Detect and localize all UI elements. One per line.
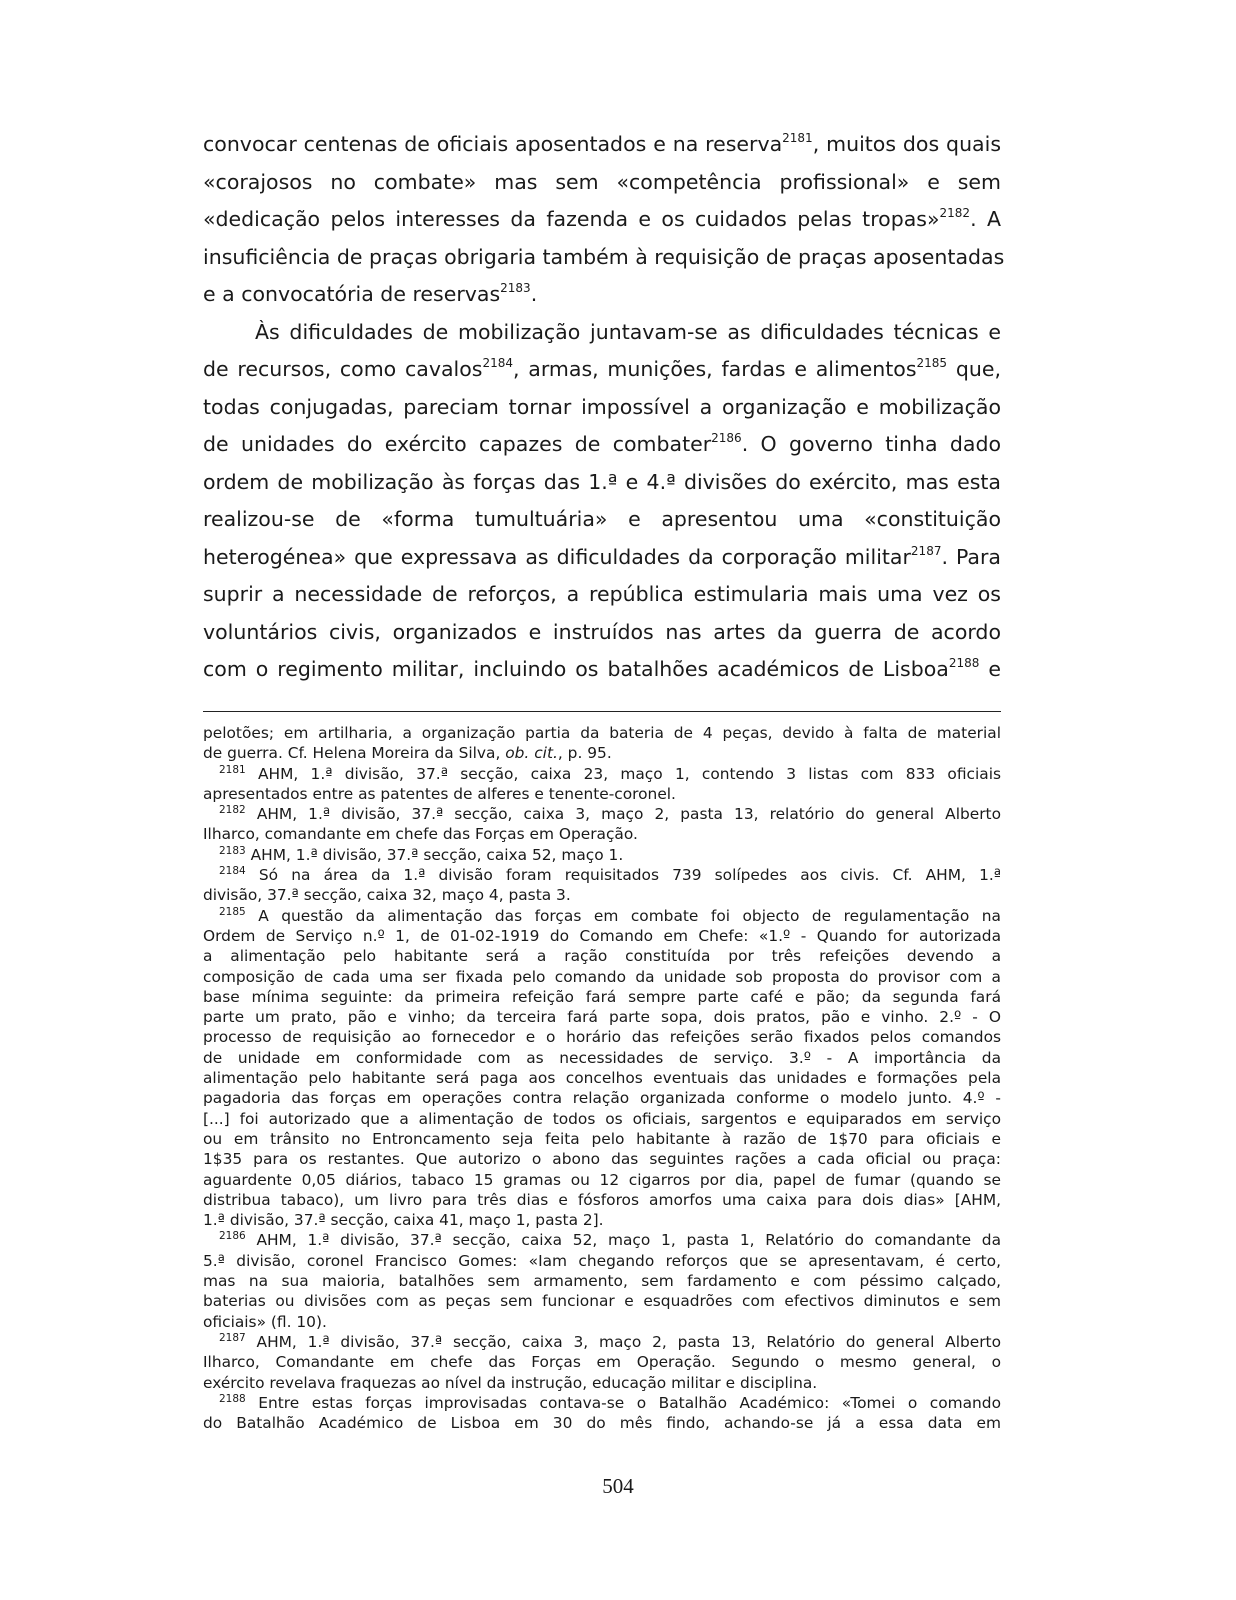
footnote-line bbox=[203, 885, 1001, 905]
body-line: insuficiência de praças obrigaria também à requisição de praças aposentadas bbox=[203, 244, 1005, 269]
footnote-line bbox=[203, 784, 1001, 804]
footnote-text: baterias ou divisões com as peças sem funcionar e esquadrões com efectivos diminutos e sem bbox=[203, 1292, 1001, 1311]
body-line: suprir a necessidade de reforços, a república estimularia mais uma vez os bbox=[203, 582, 1001, 606]
footnote-2181-start bbox=[203, 764, 1001, 784]
footnote-line bbox=[203, 1007, 1001, 1027]
footnote-text: parte um prato, pão e vinho; da terceira fará parte sopa, dois pratos, pão e vinho. 2.º - O bbox=[203, 1008, 1001, 1027]
footnote-text: base mínima seguinte: da primeira refeição fará sempre parte café e pão; da segunda fará bbox=[203, 987, 1001, 1006]
footnote-text: A questão da alimentação das forças em combate foi objecto de regulamentação na bbox=[245, 906, 1001, 925]
footnote-italic: ob. cit. bbox=[505, 744, 558, 763]
footnote-ref-2184[interactable]: 2184 bbox=[482, 356, 513, 370]
footnote-ref-2183[interactable]: 2183 bbox=[500, 281, 531, 295]
footnote-text: exército revelava fraquezas ao nível da instrução, educação militar e disciplina. bbox=[203, 1373, 818, 1392]
footnote-text: 1$35 para os restantes. Que autorizo o abono das seguintes rações a cada oficial ou praça: bbox=[203, 1150, 1001, 1169]
footnote-text: AHM, 1.ª divisão, 37.ª secção, caixa 23, maço 1, contendo 3 listas com 833 oficiais bbox=[245, 764, 1001, 783]
footnote-text: Ordem de Serviço n.º 1, de 01-02-1919 do Comando em Chefe: «1.º - Quando for autorizada bbox=[203, 926, 1001, 945]
body-line: convocar centenas de oficiais aposentados e na reserva$^{2181}$, muitos dos quais bbox=[203, 131, 1001, 156]
body-line: com o regimento militar, incluindo os batalhões académicos de Lisboa$^{2188}$ e bbox=[203, 656, 1001, 681]
page-number: 504 bbox=[602, 1474, 634, 1498]
footnote-ref-2181[interactable]: 2181 bbox=[782, 131, 813, 145]
footnote-line bbox=[203, 1352, 1001, 1372]
footnote-2188-start bbox=[203, 1393, 1001, 1413]
footnote-line bbox=[203, 1109, 1001, 1129]
footnote-text: divisão, 37.ª secção, caixa 32, maço 4, pasta 3. bbox=[203, 886, 571, 905]
body-line: voluntários civis, organizados e instruídos nas artes da guerra de acordo bbox=[203, 619, 1001, 644]
footnote-line bbox=[203, 1088, 1001, 1108]
footnote-text: oficiais» (fl. 10). bbox=[203, 1312, 327, 1331]
footnote-2187-start bbox=[203, 1332, 1001, 1352]
footnote-line bbox=[203, 1210, 1001, 1230]
footnotes bbox=[203, 723, 1001, 1433]
footnote-line bbox=[203, 1251, 1001, 1271]
footnote-line bbox=[203, 1068, 1001, 1088]
footnote-ref-2187[interactable]: 2187 bbox=[910, 543, 942, 558]
footnote-line bbox=[203, 1413, 1001, 1433]
footnote-text: alimentação pelo habitante será paga aos concelhos eventuais das unidades e formações pela bbox=[203, 1069, 1001, 1088]
footnote-text: Ilharco, comandante em chefe das Forças em Operação. bbox=[203, 825, 638, 844]
footnote-text: do Batalhão Académico de Lisboa em 30 do mês findo, achando-se já a essa data em bbox=[203, 1414, 1001, 1433]
footnote-separator bbox=[203, 711, 1001, 712]
footnote-text: de guerra. Cf. Helena Moreira da Silva, bbox=[203, 744, 506, 763]
footnote-line bbox=[203, 743, 1001, 763]
footnote-text: processo de requisição ao fornecedor e o horário das refeições serão fixados pelos comandos bbox=[203, 1028, 1001, 1047]
footnote-text: 5.ª divisão, coronel Francisco Gomes: «Iam chegando reforços que se apresentavam, é certo, bbox=[203, 1251, 1001, 1270]
footnote-text: distribua tabaco), um livro para três dias e fósforos amorfos uma caixa para dois dias» [AHM, bbox=[203, 1190, 1001, 1209]
footnote-text: AHM, 1.ª divisão, 37.ª secção, caixa 3, maço 2, pasta 13, relatório do general Alberto bbox=[245, 805, 1001, 824]
body-line: «dedicação pelos interesses da fazenda e os cuidados pelas tropas»$^{2182}$. A bbox=[203, 206, 1001, 231]
footnote-line bbox=[203, 926, 1001, 946]
footnote-text: Ilharco, Comandante em chefe das Forças em Operação. Segundo o mesmo general, o bbox=[203, 1353, 1001, 1372]
footnote-text: pelotões; em artilharia, a organização partia da bateria de 4 peças, devido à falta de material bbox=[203, 724, 1001, 742]
footnote-text: AHM, 1.ª divisão, 37.ª secção, caixa 3, maço 2, pasta 13, Relatório do general Alberto bbox=[245, 1332, 1001, 1351]
footnote-ref-2182[interactable]: 2182 bbox=[939, 206, 971, 220]
footnote-line bbox=[203, 987, 1001, 1007]
footnote-line bbox=[203, 1190, 1001, 1210]
footnote-line bbox=[203, 1373, 1001, 1393]
footnote-ref-2185[interactable]: 2185 bbox=[916, 356, 948, 370]
footnote-text: Entre estas forças improvisadas contava-se o Batalhão Académico: «Tomei o comando bbox=[245, 1393, 1001, 1412]
footnote-text: mas na sua maioria, batalhões sem armamento, sem fardamento e com péssimo calçado, bbox=[203, 1272, 1001, 1291]
footnote-2186-start bbox=[203, 1230, 1001, 1250]
footnote-text: ou em trânsito no Entroncamento seja feita pelo habitante à razão de 1$70 para oficiais e bbox=[203, 1129, 1001, 1148]
body-line: de unidades do exército capazes de combater$^{2186}$. O governo tinha dado bbox=[203, 431, 1001, 456]
footnote-number: 2182 bbox=[219, 804, 246, 817]
footnote-line bbox=[203, 967, 1001, 987]
footnote-text: AHM, 1.ª divisão, 37.ª secção, caixa 52, maço 1, pasta 1, Relatório do comandante da bbox=[245, 1231, 1001, 1250]
footnote-2185-start bbox=[203, 906, 1001, 926]
footnote-number: 2185 bbox=[219, 905, 246, 918]
footnote-ref-2186[interactable]: 2186 bbox=[711, 431, 742, 445]
footnote-text: aguardente 0,05 diários, tabaco 15 gramas ou 12 cigarros por dia, papel de fumar (quando se bbox=[203, 1170, 1001, 1189]
footnote-text: pagadoria das forças em operações contra relação organizada conforme o modelo junto. 4.º - bbox=[203, 1089, 1001, 1108]
footnote-text: , p. 95. bbox=[557, 744, 612, 763]
footnote-line bbox=[203, 1312, 1001, 1332]
footnote-line bbox=[203, 824, 1001, 844]
footnote-line bbox=[203, 1271, 1001, 1291]
footnote-line bbox=[203, 946, 1001, 966]
footnote-line bbox=[203, 1291, 1001, 1311]
footnote-text: [...] foi autorizado que a alimentação de todos os oficiais, sargentos e equiparados em serviço bbox=[203, 1109, 1001, 1128]
body-line: ordem de mobilização às forças das 1.ª e 4.ª divisões do exército, mas esta bbox=[203, 469, 1001, 494]
footnote-2184-start bbox=[203, 865, 1001, 885]
footnote-line bbox=[203, 1149, 1001, 1169]
body-line: realizou-se de «forma tumultuária» e apresentou uma «constituição bbox=[203, 507, 1001, 531]
footnote-number: 2188 bbox=[219, 1392, 246, 1405]
main-text bbox=[203, 126, 1005, 689]
footnote-2182-start bbox=[203, 804, 1001, 824]
footnote-text: composição de cada uma ser fixada pelo comando da unidade sob proposta do provisor com a bbox=[203, 967, 1001, 986]
footnote-line bbox=[203, 1129, 1001, 1149]
footnote-text: de unidade em conformidade com as necessidades de serviço. 3.º - A importância da bbox=[203, 1048, 1001, 1067]
footnote-line bbox=[203, 1048, 1001, 1068]
footnote-number: 2187 bbox=[219, 1331, 246, 1344]
footnote-line bbox=[203, 1170, 1001, 1190]
footnote-line bbox=[203, 723, 1001, 743]
body-line: Às dificuldades de mobilização juntavam-se as dificuldades técnicas e bbox=[255, 319, 1001, 344]
body-line: heterogénea» que expressava as dificuldades da corporação militar$^{2187}$. Para bbox=[203, 543, 1001, 569]
body-line: e a convocatória de reservas$^{2183}$. bbox=[203, 281, 538, 306]
footnote-ref-2188[interactable]: 2188 bbox=[948, 656, 980, 670]
footnote-number: 2183 bbox=[219, 844, 246, 857]
footnote-text: AHM, 1.ª divisão, 37.ª secção, caixa 52, maço 1. bbox=[245, 845, 624, 864]
footnote-line bbox=[203, 1027, 1001, 1047]
footnote-text: a alimentação pelo habitante será a ração constituída por três refeições devendo a bbox=[203, 947, 1001, 966]
footnote-text: Só na área da 1.ª divisão foram requisitados 739 solípedes aos civis. Cf. AHM, 1.ª bbox=[245, 866, 1001, 885]
footnote-number: 2184 bbox=[219, 865, 246, 878]
footnote-number: 2181 bbox=[219, 763, 246, 776]
footnote-text: 1.ª divisão, 37.ª secção, caixa 41, maço 1, pasta 2]. bbox=[203, 1211, 604, 1230]
body-line: todas conjugadas, pareciam tornar impossível a organização e mobilização bbox=[203, 394, 1001, 419]
body-line: «corajosos no combate» mas sem «competência profissional» e sem bbox=[203, 169, 1001, 194]
footnote-2183-start bbox=[203, 845, 1001, 865]
footnote-number: 2186 bbox=[219, 1230, 246, 1243]
body-line: de recursos, como cavalos$^{2184}$, armas, munições, fardas e alimentos$^{2185}$ que, bbox=[203, 356, 1001, 381]
footnote-text: apresentados entre as patentes de alferes e tenente-coronel. bbox=[203, 784, 676, 803]
